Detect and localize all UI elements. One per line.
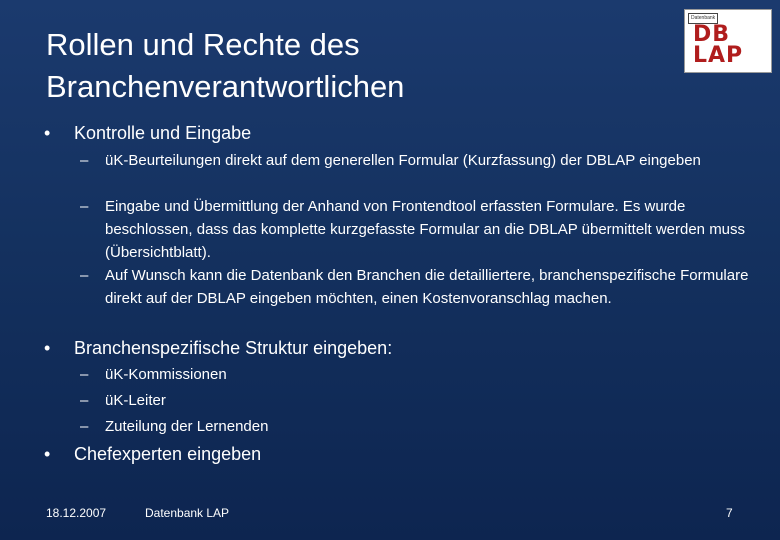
logo-line-2: LAP: [693, 43, 744, 68]
dash-icon: –: [80, 392, 89, 409]
sub-bullet-text: Eingabe und Übermittlung der Anhand von Frontendtool erfassten Formulare. Es wurde beschlossen, dass das komplette kurzgefasste Formular an die DBLAP übermittelt werden muss (Übersichtblatt).: [105, 198, 746, 261]
sub-bullet-text: Zuteilung der Lernenden: [105, 418, 269, 435]
slide-title-line-1: Rollen und Rechte des: [46, 27, 360, 62]
dash-icon: –: [80, 418, 89, 435]
sub-bullet-text: üK-Leiter: [105, 392, 166, 409]
footer-center-text: Datenbank LAP: [145, 506, 230, 520]
bullet-dot-icon: •: [44, 123, 51, 143]
sub-bullet-text: Auf Wunsch kann die Datenbank den Branchen die detailliertere, branchenspezifische Formulare direkt auf der DBLAP eingeben möchten, einen Kostenvoranschlag machen.: [105, 267, 749, 307]
footer-page-number: 7: [726, 506, 733, 520]
sub-bullet-text: üK-Beurteilungen direkt auf dem generellen Formular (Kurzfassung) der DBLAP eingeben: [105, 152, 701, 169]
bullet-dot-icon: •: [44, 444, 51, 464]
logo-tag: Datenbank: [688, 13, 718, 24]
bullet-text: Chefexperten eingeben: [74, 444, 262, 464]
bullet-dot-icon: •: [44, 338, 51, 358]
bullet-text: Branchenspezifische Struktur eingeben:: [74, 338, 393, 358]
slide-title-line-2: Branchenverantwortlichen: [46, 69, 405, 104]
bullet-text: Kontrolle und Eingabe: [74, 123, 252, 143]
dblap-logo: [684, 9, 772, 73]
footer-date: 18.12.2007: [46, 506, 107, 520]
logo-line-1: DB: [693, 22, 731, 47]
slide-title: [46, 24, 646, 108]
dash-icon: –: [80, 366, 89, 383]
dash-icon: –: [80, 198, 89, 215]
sub-bullet-text: üK-Kommissionen: [105, 366, 227, 383]
dash-icon: –: [80, 267, 89, 284]
dash-icon: –: [80, 152, 89, 169]
